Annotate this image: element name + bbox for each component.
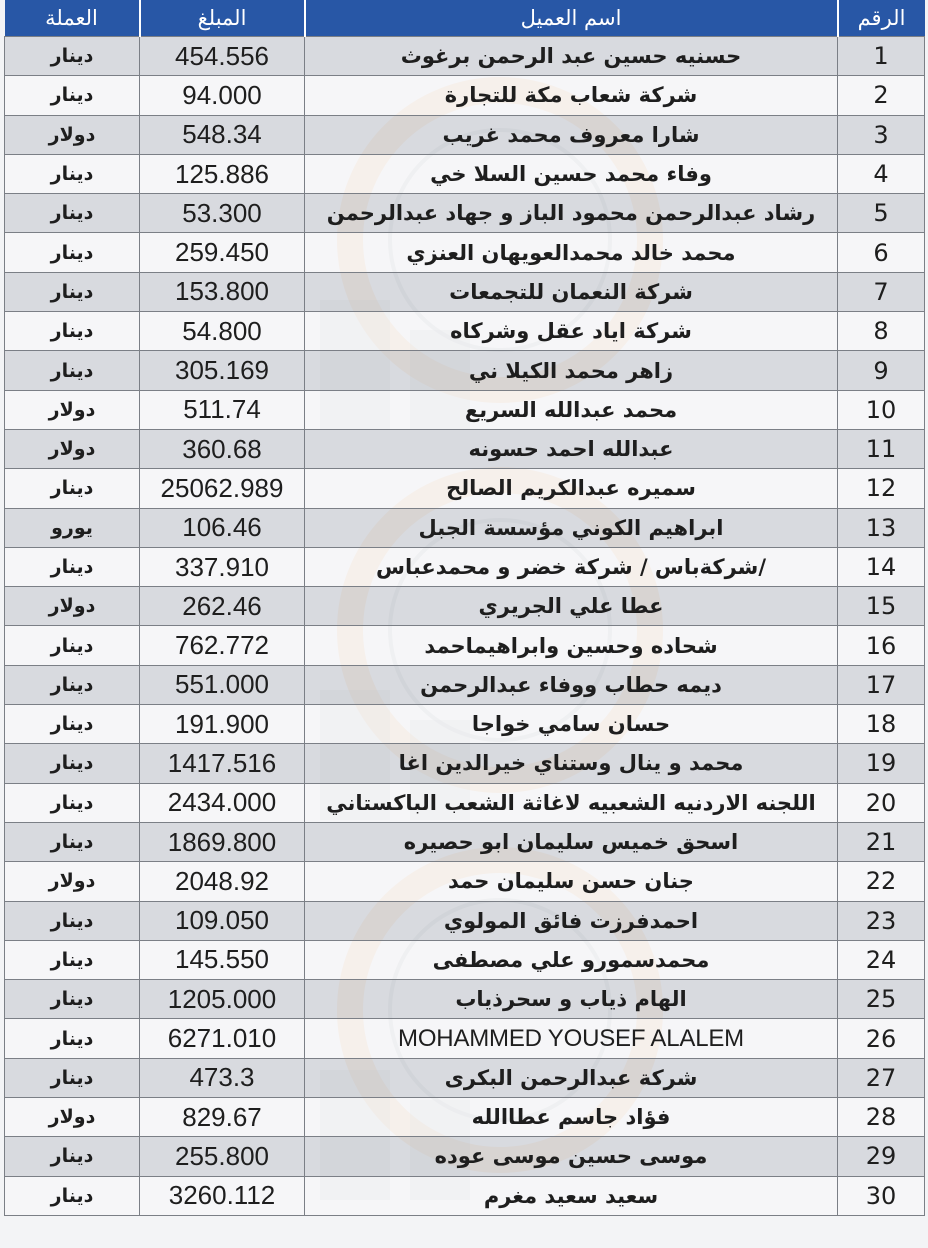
client-name: ابراهيم الكوني مؤسسة الجبل bbox=[305, 508, 838, 547]
amount: 53.300 bbox=[140, 194, 305, 233]
client-name: سميره عبدالكريم الصالح bbox=[305, 469, 838, 508]
table-body bbox=[5, 37, 925, 1216]
client-name: شركة اياد عقل وشركاه bbox=[305, 312, 838, 351]
table-row bbox=[5, 312, 925, 351]
amount: 54.800 bbox=[140, 312, 305, 351]
client-name: جنان حسن سليمان حمد bbox=[305, 862, 838, 901]
client-name: حسنيه حسين عبد الرحمن برغوث bbox=[305, 37, 838, 76]
row-number: 26 bbox=[838, 1019, 925, 1058]
row-number: 9 bbox=[838, 351, 925, 390]
amount: 262.46 bbox=[140, 587, 305, 626]
table-row bbox=[5, 429, 925, 468]
currency: دولار bbox=[5, 429, 140, 468]
row-number: 29 bbox=[838, 1137, 925, 1176]
amount: 259.450 bbox=[140, 233, 305, 272]
table-row bbox=[5, 1098, 925, 1137]
row-number: 19 bbox=[838, 744, 925, 783]
currency: دينار bbox=[5, 822, 140, 861]
row-number: 24 bbox=[838, 940, 925, 979]
client-name: احمدفرزت فائق المولوي bbox=[305, 901, 838, 940]
amount: 25062.989 bbox=[140, 469, 305, 508]
currency: دولار bbox=[5, 1098, 140, 1137]
row-number: 3 bbox=[838, 115, 925, 154]
amount: 109.050 bbox=[140, 901, 305, 940]
currency: دولار bbox=[5, 587, 140, 626]
amount: 1869.800 bbox=[140, 822, 305, 861]
table-row bbox=[5, 154, 925, 193]
currency: دينار bbox=[5, 76, 140, 115]
currency: دينار bbox=[5, 272, 140, 311]
table-row bbox=[5, 822, 925, 861]
currency: دينار bbox=[5, 1058, 140, 1097]
table-row bbox=[5, 665, 925, 704]
header-amount: المبلغ bbox=[140, 0, 305, 37]
row-number: 18 bbox=[838, 705, 925, 744]
client-name: محمد خالد محمدالعويهان العنزي bbox=[305, 233, 838, 272]
table-row bbox=[5, 626, 925, 665]
client-name: عطا علي الجريري bbox=[305, 587, 838, 626]
row-number: 5 bbox=[838, 194, 925, 233]
amount: 153.800 bbox=[140, 272, 305, 311]
currency: دولار bbox=[5, 390, 140, 429]
table-row bbox=[5, 194, 925, 233]
amount: 551.000 bbox=[140, 665, 305, 704]
amount: 1205.000 bbox=[140, 980, 305, 1019]
amount: 511.74 bbox=[140, 390, 305, 429]
table-row bbox=[5, 508, 925, 547]
client-name: سعيد سعيد مغرم bbox=[305, 1176, 838, 1215]
row-number: 23 bbox=[838, 901, 925, 940]
table-row bbox=[5, 862, 925, 901]
currency: دينار bbox=[5, 705, 140, 744]
amount: 6271.010 bbox=[140, 1019, 305, 1058]
table-row bbox=[5, 37, 925, 76]
row-number: 8 bbox=[838, 312, 925, 351]
currency: دينار bbox=[5, 1137, 140, 1176]
row-number: 10 bbox=[838, 390, 925, 429]
client-name: محمدسمورو علي مصطفى bbox=[305, 940, 838, 979]
amount: 305.169 bbox=[140, 351, 305, 390]
client-name: /شركةباس / شركة خضر و محمدعباس bbox=[305, 547, 838, 586]
currency: دينار bbox=[5, 626, 140, 665]
client-name: موسى حسين موسى عوده bbox=[305, 1137, 838, 1176]
table-row bbox=[5, 351, 925, 390]
table-row bbox=[5, 744, 925, 783]
row-number: 4 bbox=[838, 154, 925, 193]
amount: 473.3 bbox=[140, 1058, 305, 1097]
currency: دينار bbox=[5, 980, 140, 1019]
table-row bbox=[5, 547, 925, 586]
row-number: 30 bbox=[838, 1176, 925, 1215]
client-name: وفاء محمد حسين السلا خي bbox=[305, 154, 838, 193]
currency: دولار bbox=[5, 862, 140, 901]
table-row bbox=[5, 1176, 925, 1215]
header-client-name: اسم العميل bbox=[305, 0, 838, 37]
row-number: 21 bbox=[838, 822, 925, 861]
currency: دينار bbox=[5, 744, 140, 783]
client-name: اللجنه الاردنيه الشعبيه لاغاثة الشعب الباكستاني bbox=[305, 783, 838, 822]
client-name: شحاده وحسين وابراهيماحمد bbox=[305, 626, 838, 665]
row-number: 27 bbox=[838, 1058, 925, 1097]
client-name: رشاد عبدالرحمن محمود الباز و جهاد عبدالرحمن bbox=[305, 194, 838, 233]
amount: 762.772 bbox=[140, 626, 305, 665]
client-name: زاهر محمد الكيلا ني bbox=[305, 351, 838, 390]
client-name: ديمه حطاب ووفاء عبدالرحمن bbox=[305, 665, 838, 704]
currency: دينار bbox=[5, 901, 140, 940]
table-row bbox=[5, 115, 925, 154]
row-number: 22 bbox=[838, 862, 925, 901]
client-name: شركة شعاب مكة للتجارة bbox=[305, 76, 838, 115]
row-number: 6 bbox=[838, 233, 925, 272]
amount: 360.68 bbox=[140, 429, 305, 468]
table-row bbox=[5, 587, 925, 626]
amount: 548.34 bbox=[140, 115, 305, 154]
currency: دينار bbox=[5, 351, 140, 390]
client-name: شركة النعمان للتجمعات bbox=[305, 272, 838, 311]
client-name: الهام ذياب و سحرذياب bbox=[305, 980, 838, 1019]
table-row bbox=[5, 1137, 925, 1176]
currency: دينار bbox=[5, 469, 140, 508]
client-name: شركة عبدالرحمن البكرى bbox=[305, 1058, 838, 1097]
client-name: حسان سامي خواجا bbox=[305, 705, 838, 744]
table-row bbox=[5, 233, 925, 272]
amount: 3260.112 bbox=[140, 1176, 305, 1215]
table-header bbox=[5, 0, 925, 37]
table-row bbox=[5, 76, 925, 115]
row-number: 28 bbox=[838, 1098, 925, 1137]
row-number: 2 bbox=[838, 76, 925, 115]
header-currency: العملة bbox=[5, 0, 140, 37]
row-number: 15 bbox=[838, 587, 925, 626]
table-row bbox=[5, 1019, 925, 1058]
row-number: 12 bbox=[838, 469, 925, 508]
currency: دينار bbox=[5, 194, 140, 233]
currency: دولار bbox=[5, 115, 140, 154]
client-name: محمد و ينال وستناي خيرالدين اغا bbox=[305, 744, 838, 783]
amount: 191.900 bbox=[140, 705, 305, 744]
amount: 1417.516 bbox=[140, 744, 305, 783]
clients-table bbox=[4, 0, 925, 1216]
amount: 454.556 bbox=[140, 37, 305, 76]
amount: 2434.000 bbox=[140, 783, 305, 822]
table-row bbox=[5, 272, 925, 311]
client-name: شارا معروف محمد غريب bbox=[305, 115, 838, 154]
currency: دينار bbox=[5, 233, 140, 272]
currency: دينار bbox=[5, 37, 140, 76]
table-row bbox=[5, 705, 925, 744]
currency: يورو bbox=[5, 508, 140, 547]
table-row bbox=[5, 783, 925, 822]
client-name: فؤاد جاسم عطاالله bbox=[305, 1098, 838, 1137]
amount: 829.67 bbox=[140, 1098, 305, 1137]
row-number: 25 bbox=[838, 980, 925, 1019]
row-number: 16 bbox=[838, 626, 925, 665]
table-row bbox=[5, 390, 925, 429]
client-name: MOHAMMED YOUSEF ALALEM bbox=[305, 1019, 838, 1058]
currency: دينار bbox=[5, 547, 140, 586]
row-number: 20 bbox=[838, 783, 925, 822]
row-number: 11 bbox=[838, 429, 925, 468]
currency: دينار bbox=[5, 665, 140, 704]
table-row bbox=[5, 1058, 925, 1097]
currency: دينار bbox=[5, 940, 140, 979]
table-row bbox=[5, 901, 925, 940]
row-number: 14 bbox=[838, 547, 925, 586]
amount: 145.550 bbox=[140, 940, 305, 979]
client-name: عبدالله احمد حسونه bbox=[305, 429, 838, 468]
currency: دينار bbox=[5, 783, 140, 822]
row-number: 1 bbox=[838, 37, 925, 76]
amount: 337.910 bbox=[140, 547, 305, 586]
currency: دينار bbox=[5, 312, 140, 351]
currency: دينار bbox=[5, 154, 140, 193]
amount: 125.886 bbox=[140, 154, 305, 193]
amount: 2048.92 bbox=[140, 862, 305, 901]
row-number: 7 bbox=[838, 272, 925, 311]
table-row bbox=[5, 469, 925, 508]
currency: دينار bbox=[5, 1019, 140, 1058]
header-number: الرقم bbox=[838, 0, 925, 37]
client-name: اسحق خميس سليمان ابو حصيره bbox=[305, 822, 838, 861]
amount: 255.800 bbox=[140, 1137, 305, 1176]
amount: 94.000 bbox=[140, 76, 305, 115]
client-name: محمد عبدالله السريع bbox=[305, 390, 838, 429]
row-number: 13 bbox=[838, 508, 925, 547]
row-number: 17 bbox=[838, 665, 925, 704]
table-row bbox=[5, 980, 925, 1019]
table-row bbox=[5, 940, 925, 979]
currency: دينار bbox=[5, 1176, 140, 1215]
amount: 106.46 bbox=[140, 508, 305, 547]
